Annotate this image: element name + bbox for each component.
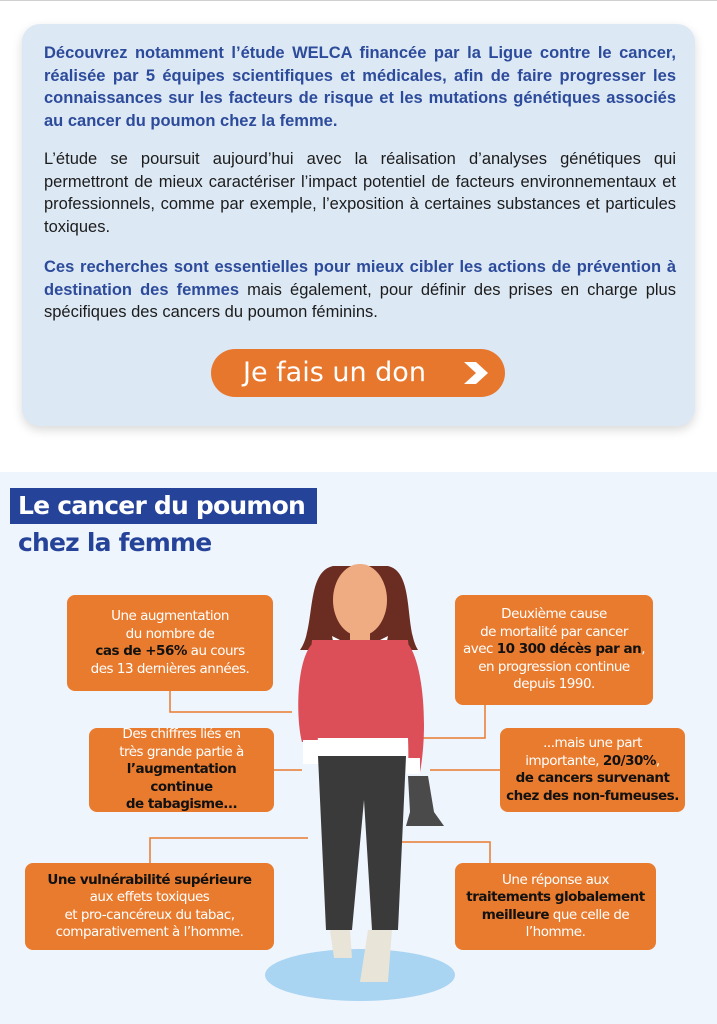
box-highlight: cas de +56%: [95, 643, 187, 659]
stat-box-treatment: [455, 863, 656, 950]
infographic-title: Le cancer du poumon: [10, 488, 317, 524]
box-line: Une réponse aux: [502, 871, 609, 888]
box-line: ...mais une part: [543, 735, 642, 751]
box-line: des 13 dernières années.: [90, 660, 250, 677]
box-text: avec: [462, 641, 497, 658]
box-highlight: chez des non-fumeuses.: [506, 787, 679, 804]
box-line: depuis 1990.: [513, 676, 595, 693]
box-line: [506, 753, 679, 771]
box-text: ,: [641, 641, 645, 658]
box-line: [31, 872, 268, 890]
box-line: Une augmentation: [111, 608, 229, 624]
box-text: au cours: [186, 643, 245, 659]
stat-box-vulnerability: [25, 863, 274, 950]
box-line: [95, 796, 268, 814]
infographic-subtitle: chez la femme: [18, 528, 212, 557]
box-line: en progression continue: [478, 658, 630, 675]
box-line: aux effets toxiques: [89, 889, 210, 905]
box-line: très grande partie à: [119, 743, 244, 760]
research-highlight: Ces recherches sont essentielles pour mieux cibler les actions de prévention à destination des femmes: [44, 258, 676, 299]
box-line: et pro-cancéreux du tabac,: [64, 906, 235, 923]
box-line: [461, 907, 650, 925]
box-line: [461, 889, 650, 907]
box-line: Des chiffres liés en: [122, 726, 241, 743]
box-highlight: 20/30%: [602, 752, 656, 769]
research-rest: mais également, pour définir des prises en charge plus spécifiques des cancers du poumon féminins.: [44, 280, 676, 321]
box-highlight: Une vulnérabilité supérieure: [47, 871, 252, 888]
box-line: [506, 788, 679, 806]
box-line: [506, 770, 679, 788]
welca-intro-text: Découvrez notamment l’étude WELCA financée par la Ligue contre le cancer, réalisée par 5 équipes scientifiques et médicales, afin de faire progresser les connaissances sur les facteurs de risque et les mutations génétiques associés au cancer du poumon chez la femme.: [44, 44, 676, 130]
box-line: [73, 643, 267, 661]
box-text: que celle de: [548, 906, 630, 923]
stat-box-non-smokers: [500, 728, 685, 812]
box-text: importante,: [525, 752, 603, 769]
box-highlight: l’augmentation continue: [126, 761, 237, 795]
box-line: comparativement à l’homme.: [55, 924, 244, 940]
box-highlight: de cancers survenant: [515, 770, 670, 786]
donate-button-label: Je fais un don: [243, 357, 426, 388]
box-line: l’homme.: [525, 924, 586, 940]
box-highlight: de tabagisme...: [125, 796, 238, 813]
box-text: ,: [655, 752, 660, 769]
stat-box-case-increase: [67, 595, 273, 691]
box-highlight: 10 300 décès par an: [496, 641, 642, 658]
box-highlight: meilleure: [481, 906, 549, 923]
box-line: Deuxième cause: [501, 606, 607, 623]
box-line: [461, 641, 647, 659]
box-line: [95, 761, 268, 796]
stat-box-smoking: [89, 728, 274, 812]
box-line: de mortalité par cancer: [480, 623, 628, 640]
box-line: du nombre de: [125, 625, 215, 642]
study-text: L’étude se poursuit aujourd’hui avec la réalisation d’analyses génétiques qui permettront de mieux caractériser l’impact potentiel de facteurs environnementaux et professionnels, comme par exemple, l’exposition à certaines substances et particules toxiques.: [44, 150, 676, 236]
box-highlight: traitements globalement: [466, 889, 645, 905]
stat-box-mortality: [455, 595, 653, 705]
